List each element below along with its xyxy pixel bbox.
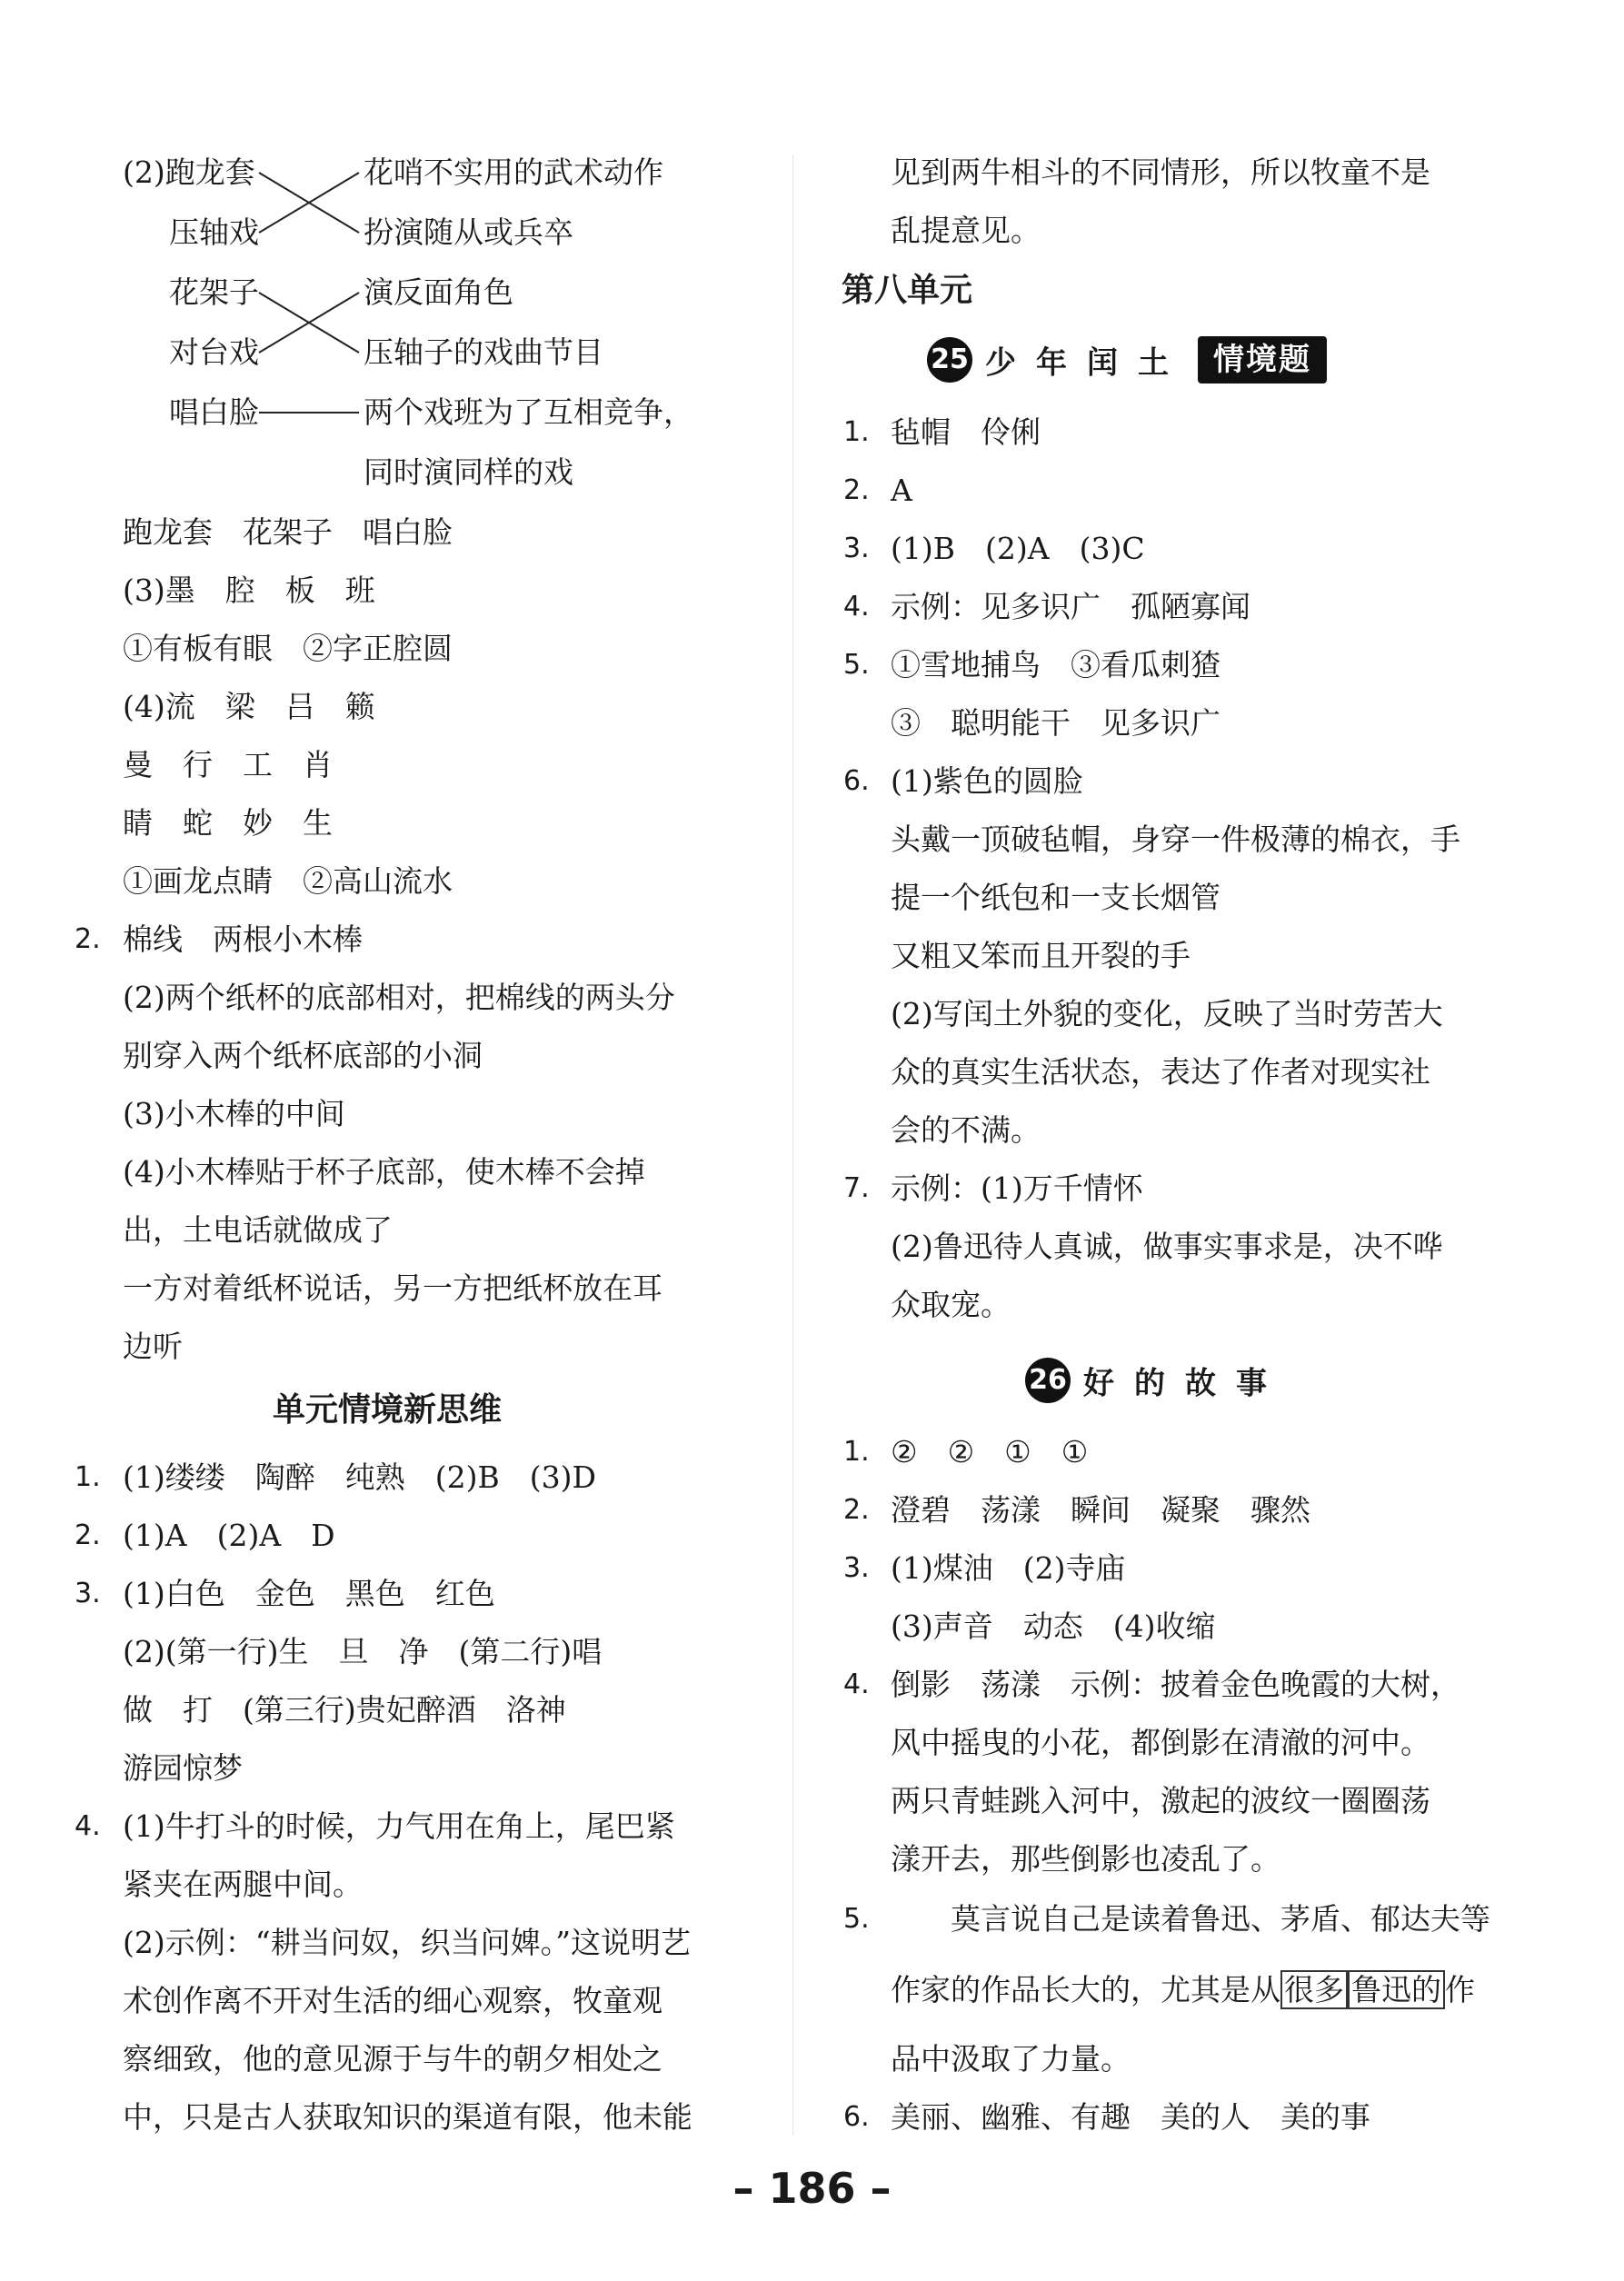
answer-line: 澄碧 荡漾 瞬间 凝聚 骤然 — [891, 1492, 1310, 1528]
match-left-1: (2)跑龙套 — [123, 154, 255, 190]
answer-line: 中，只是古人获取知识的渠道有限，他未能 — [123, 2099, 692, 2135]
answer-line: (1)A (2)A D — [123, 1518, 335, 1553]
answer-line: 一方对着纸杯说话，另一方把纸杯放在耳 — [123, 1270, 663, 1306]
answer-line: 漾开去，那些倒影也凌乱了。 — [891, 1841, 1280, 1877]
question-number: 2. — [75, 1519, 101, 1551]
answer-line: 跑龙套 花架子 唱白脸 — [123, 514, 453, 550]
answer-line: 又粗又笨而且开裂的手 — [891, 938, 1191, 973]
match-right-1: 花哨不实用的武术动作 — [364, 154, 663, 190]
lesson-title: 好的故事 — [1083, 1365, 1287, 1402]
question-number: 1. — [843, 1436, 870, 1468]
answer-line: 会的不满。 — [891, 1112, 1041, 1148]
answer-line: (1)牛打斗的时候，力气用在角上，尾巴紧 — [123, 1808, 675, 1844]
answer-line: 察细致，他的意见源于与牛的朝夕相处之 — [123, 2041, 663, 2077]
question-number: 3. — [843, 533, 870, 564]
answer-line: 提一个纸包和一支长烟管 — [891, 880, 1220, 915]
answer-line: 众取宠。 — [891, 1287, 1011, 1322]
answer-line: ①有板有眼 ②字正腔圆 — [123, 631, 453, 666]
match-left-4: 对台戏 — [169, 334, 259, 370]
answer-line: (2)(第一行)生 旦 净 (第二行)唱 — [123, 1634, 603, 1669]
question-number: 1. — [75, 1461, 101, 1493]
lesson-number-badge: 25 — [927, 337, 972, 383]
unit-title: 第八单元 — [842, 272, 973, 309]
lesson-number-badge: 26 — [1025, 1358, 1071, 1403]
answer-line: 示例：(1)万千情怀 — [891, 1170, 1143, 1206]
answer-line: 品中汲取了力量。 — [891, 2041, 1131, 2077]
answer-line: 紧夹在两腿中间。 — [123, 1867, 363, 1902]
question-number: 3. — [843, 1552, 870, 1584]
answer-line: ①雪地捕鸟 ③看瓜刺猹 — [891, 647, 1220, 682]
match-left-2: 压轴戏 — [169, 214, 259, 250]
answer-line: 风中摇曳的小花，都倒影在清澈的河中。 — [891, 1725, 1430, 1760]
question-number: 1. — [843, 416, 870, 448]
answer-line: (1)白色 金色 黑色 红色 — [123, 1576, 495, 1611]
question-number: 4. — [843, 591, 870, 623]
answer-line: 莫言说自己是读着鲁迅、茅盾、郁达夫等 — [891, 1901, 1490, 1937]
answer-line: (1)紫色的圆脸 — [891, 763, 1083, 799]
answer-line: 毡帽 伶俐 — [891, 414, 1041, 450]
lesson-26-header — [1025, 1358, 1287, 1403]
match-left-5: 唱白脸 — [169, 394, 259, 430]
boxed-word-1: 很多 — [1280, 1970, 1348, 2009]
answer-line: 曼 行 工 肖 — [123, 747, 333, 782]
answer-line: 游园惊梦 — [123, 1750, 243, 1786]
match-right-2: 扮演随从或兵卒 — [364, 214, 573, 250]
answer-line-with-boxes — [891, 1972, 1475, 2008]
answer-line: 头戴一顶破毡帽，身穿一件极薄的棉衣，手 — [891, 822, 1460, 857]
answer-line: (3)小木棒的中间 — [123, 1096, 345, 1131]
answer-line: 棉线 两根小木棒 — [123, 921, 363, 957]
sentence-text: 作家的作品长大的，尤其是从 — [891, 1972, 1280, 2007]
question-number: 6. — [843, 765, 870, 797]
answer-line: (3)墨 腔 板 班 — [123, 573, 375, 608]
question-number: 4. — [75, 1810, 101, 1842]
answer-line: 出，土电话就做成了 — [123, 1212, 393, 1248]
answer-line: 边听 — [123, 1329, 183, 1364]
column-divider — [792, 154, 793, 2136]
answer-line: 两只青蛙跳入河中，激起的波纹一圈圈荡 — [891, 1783, 1430, 1818]
answer-line: (2)写闰土外貌的变化，反映了当时劳苦大 — [891, 996, 1443, 1031]
question-number: 6. — [843, 2101, 870, 2133]
match-right-3: 演反面角色 — [364, 274, 513, 310]
answer-line: 倒影 荡漾 示例：披着金色晚霞的大树， — [891, 1667, 1460, 1702]
boxed-word-2: 鲁迅的 — [1348, 1970, 1445, 2009]
answer-line: 睛 蛇 妙 生 — [123, 805, 333, 841]
answer-line: ①画龙点睛 ②高山流水 — [123, 863, 453, 899]
answer-line: 示例：见多识广 孤陋寡闻 — [891, 589, 1250, 624]
answer-line: 乱提意见。 — [891, 213, 1041, 248]
answer-line: 众的真实生活状态，表达了作者对现实社 — [891, 1054, 1430, 1090]
question-number: 2. — [75, 923, 101, 955]
question-number: 7. — [843, 1172, 870, 1204]
answer-line: (2)示例：“耕当问奴，织当问婢。”这说明艺 — [123, 1925, 691, 1960]
answer-line: (4)流 梁 吕 籁 — [123, 689, 375, 724]
question-number: 5. — [843, 1903, 870, 1935]
answer-line: 美丽、幽雅、有趣 美的人 美的事 — [891, 2099, 1370, 2135]
answer-line: (1)B (2)A (3)C — [891, 531, 1145, 566]
answer-line: (2)鲁迅待人真诚，做事实事求是，决不哗 — [891, 1229, 1443, 1264]
match-left-3: 花架子 — [169, 274, 259, 310]
answer-line: 术创作离不开对生活的细心观察，牧童观 — [123, 1983, 663, 2018]
lesson-25-header — [927, 336, 1327, 383]
section-title: 单元情境新思维 — [273, 1391, 503, 1429]
question-number: 5. — [843, 649, 870, 681]
sentence-text: 作 — [1445, 1972, 1475, 2007]
answer-line: ② ② ① ① — [891, 1434, 1089, 1469]
answer-line: (3)声音 动态 (4)收缩 — [891, 1609, 1216, 1644]
answer-line: ③ 聪明能干 见多识广 — [891, 705, 1220, 741]
answer-line: (2)两个纸杯的底部相对，把棉线的两头分 — [123, 980, 675, 1015]
lesson-title: 少年闰土 — [985, 344, 1189, 382]
answer-line: (1)缕缕 陶醉 纯熟 (2)B (3)D — [123, 1459, 596, 1495]
answer-line: 见到两牛相斗的不同情形，所以牧童不是 — [891, 154, 1430, 190]
question-number: 3. — [75, 1578, 101, 1609]
match-lines — [0, 0, 782, 509]
answer-line: (1)煤油 (2)寺庙 — [891, 1550, 1126, 1586]
context-question-stamp: 情境题 — [1198, 336, 1327, 383]
answer-line: 别穿入两个纸杯底部的小洞 — [123, 1038, 483, 1073]
question-number: 4. — [843, 1668, 870, 1700]
match-right-6: 同时演同样的戏 — [364, 454, 573, 490]
question-number: 2. — [843, 474, 870, 506]
question-number: 2. — [843, 1494, 870, 1526]
page-number: – 186 – — [732, 2164, 892, 2213]
answer-line: (4)小木棒贴于杯子底部，使木棒不会掉 — [123, 1154, 645, 1190]
answer-line: A — [891, 473, 912, 508]
match-right-4: 压轴子的戏曲节目 — [364, 334, 603, 370]
answer-line: 做 打 (第三行)贵妃醉酒 洛神 — [123, 1692, 566, 1728]
match-right-5: 两个戏班为了互相竞争， — [364, 394, 693, 430]
